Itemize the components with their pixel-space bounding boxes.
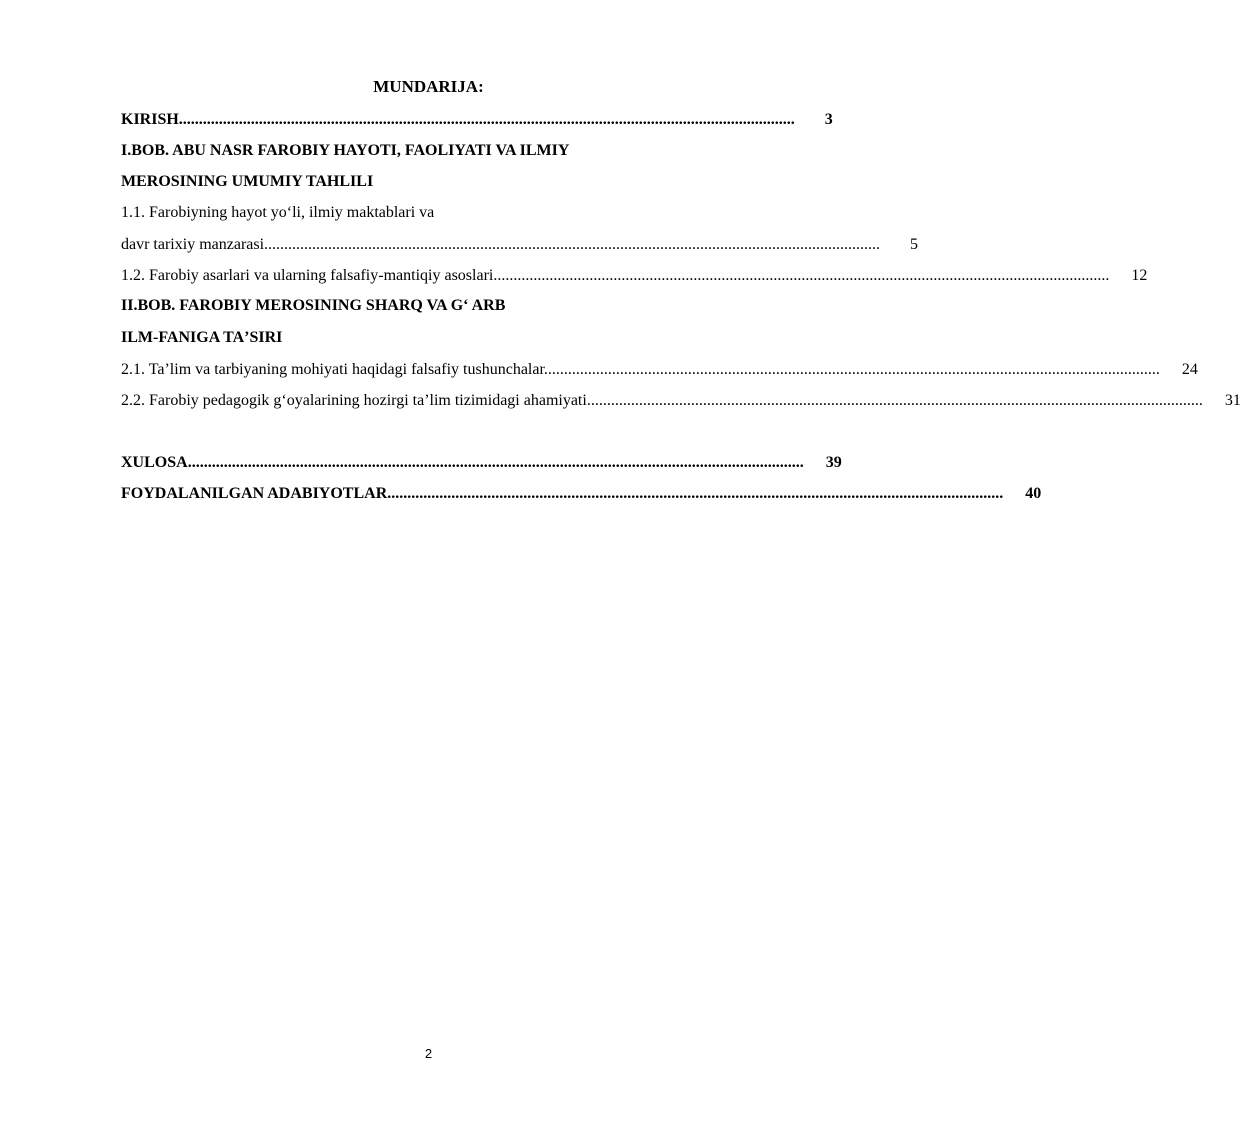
toc-entry-section-1-2[interactable] — [121, 264, 1148, 288]
section-1-1-line-1[interactable]: 1.1. Farobiyning hayot yoʻli, ilmiy maktablari va — [121, 204, 435, 221]
dot-leader: .......................................................................................................................................................... — [493, 267, 1110, 284]
toc-entry-page: 39 — [825, 454, 842, 471]
page-number: 2 — [424, 1046, 433, 1061]
toc-entry-label: 1.2. Farobiy asarlari va ularning falsafiy-mantiqiy asoslari — [121, 267, 494, 284]
chapter-1-heading-line-2[interactable]: MEROSINING UMUMIY TAHLILI — [121, 173, 374, 190]
toc-entry-intro[interactable] — [121, 108, 833, 132]
toc-entry-label: FOYDALANILGAN ADABIYOTLAR — [121, 485, 388, 502]
toc-entry-page: 24 — [1181, 361, 1198, 378]
toc-entry-section-1-1[interactable] — [121, 233, 919, 257]
chapter-2-heading-line-1[interactable]: II.BOB. FAROBIY MEROSINING SHARQ VA Gʻ ARB — [121, 297, 506, 314]
toc-entry-section-2-1[interactable] — [121, 358, 1198, 382]
dot-leader: .......................................................................................................................................................... — [543, 361, 1160, 378]
toc-entry-page: 12 — [1131, 267, 1148, 284]
dot-leader: .......................................................................................................................................................... — [387, 485, 1004, 502]
dot-leader: .......................................................................................................................................................... — [187, 454, 804, 471]
toc-entry-page: 5 — [910, 236, 919, 253]
toc-entry-label: 2.2. Farobiy pedagogik gʻoyalarining hozirgi taʼlim tizimidagi ahamiyati — [121, 392, 587, 409]
toc-entry-label: davr tarixiy manzarasi — [121, 236, 265, 253]
toc-entry-references[interactable] — [121, 482, 1042, 506]
toc-entry-label: KIRISH — [121, 111, 179, 128]
chapter-2-heading-line-2[interactable]: ILM-FANIGA TAʼSIRI — [121, 329, 283, 346]
toc-entry-page: 31 — [1224, 392, 1241, 409]
toc-entry-section-2-2[interactable] — [121, 389, 1241, 413]
dot-leader: .......................................................................................................................................................... — [264, 236, 881, 253]
dot-leader: .......................................................................................................................................................... — [586, 392, 1203, 409]
toc-title: MUNDARIJA: — [373, 77, 484, 96]
toc-entry-label: XULOSA — [121, 454, 188, 471]
dot-leader: .......................................................................................................................................................... — [178, 111, 795, 128]
toc-entry-page: 40 — [1025, 485, 1042, 502]
chapter-1-heading-line-1[interactable]: I.BOB. ABU NASR FAROBIY HAYOTI, FAOLIYATI VA ILMIY — [121, 142, 570, 159]
toc-entry-label: 2.1. Taʼlim va tarbiyaning mohiyati haqidagi falsafiy tushunchalar — [121, 361, 544, 378]
toc-entry-page: 3 — [824, 111, 833, 128]
toc-entry-conclusion[interactable] — [121, 451, 842, 475]
